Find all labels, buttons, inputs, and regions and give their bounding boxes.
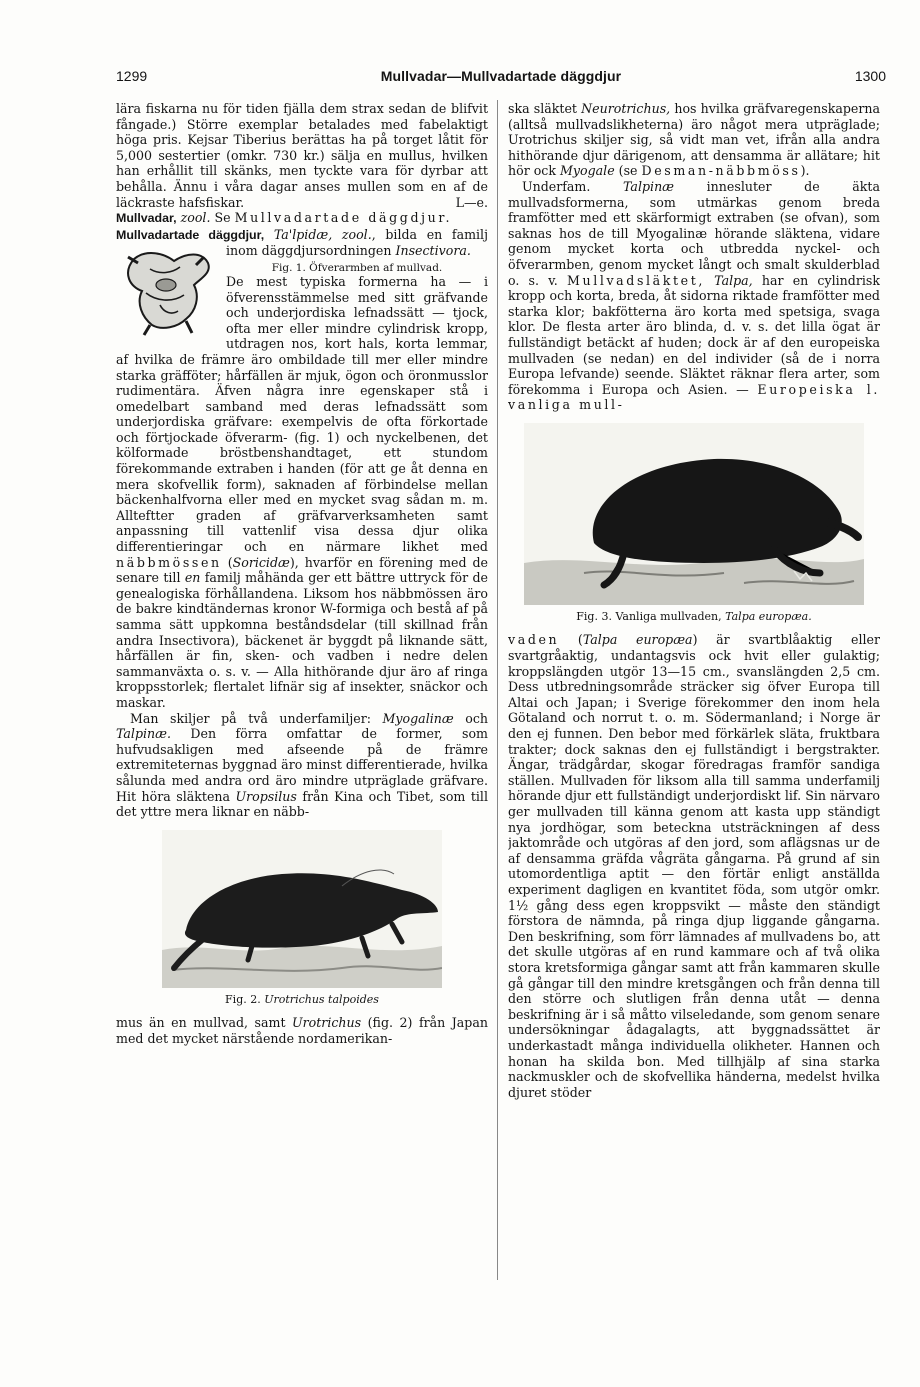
figure-3-caption: Fig. 3. Vanliga mullvaden, Talpa europæa. (576, 610, 812, 624)
page-number-right: 1300 (854, 68, 886, 84)
column-divider (497, 100, 498, 1280)
page-number-left: 1299 (116, 68, 148, 84)
figure-1-caption: Fig. 1. Öfverarmben af mullvad. (271, 261, 443, 274)
humerus-illustration (116, 245, 216, 341)
entry-headword: Mullvadartade däggdjur, (116, 227, 265, 242)
left-column: lära fiskarna nu för tiden fjälla dem strax sedan de blifvit fångade.) Större exemplar betalades med fabelaktigt höga pris. Kejsar Tiberius berättas ha på torget låtit för 5,000 sestertier (omkr. 730 kr.) sälja en mullus, hvilken han erhållit till skänks, men tyckte vara för dyrbar att behålla. Ännu i våra dagar anses mullen som en af de läckraste hafsfiskar. L—e. Mullvadar, zool. Se Mullvadartade däggdjur. Mullvadartade däggdjur, Ta'lpidæ, zool., bilda en familj inom däggdjursordningen Insectivora. Fig. 1. Öfverarmben af mullvad. De mest typiska formerna ha — i öfverensstämmelse med sitt gräfvande och underjordiska lefnadssätt — tjock, ofta mer eller mindre cylindrisk kropp, utdragen nos, kort hals, korta lemmar, af hvilka de främre äro ombildade till mer eller mindre starka gräfföter; hårfällen är mjuk, ögon och öronmusslor rudimentära. Äfven några inre egenskaper stå i omedelbart samband med deras lefnadssätt som underjordiska gräfvare: exempelvis de ofta förkortade och förtjockade öfverarm- (fig. 1) och nyckelbenen, det kölformade bröstbenshandtaget, ett stundom förekommande extraben i handen (för att ge åt denna en mera skofvellik form), saknaden af förbindelse mellan bäckenhalfvorna eller med en mycket svag sådan m. m. Allteftter graden af gräfvarverksamheten samt anpassning till vattenlif visa dessa djur olika differentieringar och en närmare likhet med näbbmössen (Soricidæ), hvarför en förening med de senare till en familj måhända ger ett bättre uttryck för de genealogiska förhållandena. Liksom hos näbbmössen äro de bakre kindtändernas kronor W-formiga och bestå af på samma sätt uppkomna beståndsdelar (till skillnad från andra Insectivora), bäckenet är byggdt på liknande sätt, hårfällen är fin, sken- och vadben i nedre delen sammanväxta o. s. v. — Alla hithörande djur äro af ringa kroppsstorlek; flertalet lifnär sig af insekter, snäckor och maskar. Man skiljer på två underfamiljer: Myogalinæ och Talpinæ. Den förra omfattar de former, som hufvudsakligen med afseende på de främre extremiteternas byggnad äro minst differentierade, hvilka sålunda med andra ord äro mindre utpräglade gräfvare. Hit höra släktena Uropsilus från Kina och Tibet, som till det yttre mera liknar en näbb- Fig. 2. Urotrichus talpoides mus än en mullvad, samt Urotrichus (fig. 2) från Japan med det mycket närstående nordamerikan- (116, 101, 488, 1046)
right-column (508, 101, 880, 1281)
page-header (116, 68, 886, 90)
paragraph-urotrichus: mus än en mullvad, samt Urotrichus (fig. 2) från Japan med det mycket närstående nordamerikan- (116, 1015, 488, 1046)
entry-mullvadartade: Mullvadartade däggdjur, Ta'lpidæ, zool., bilda en familj inom däggdjursordningen Insectivora. (116, 227, 488, 259)
paragraph-europeisk-mullvad: vaden (Talpa europæa) är svartblåaktig eller svartgråaktig, undantagsvis ock hvit eller gulaktig; kroppslängden utgör 13—15 cm., svanslängden 2,5 cm. Dess utbredningsområde sträcker sig öfver Europa till Altai och Japan; i Sverige förekommer den inom hela Götaland och norrut t. o. m. Södermanland; i Norge är den ej funnen. Den bebor med förkärlek släta, fruktbara trakter; dock saknas den ej fullständigt i bergstrakter. Ängar, trädgårdar, skogar föredragas framför sandiga ställen. Mullvaden för liksom alla till samma underfamilj hörande djur ett fullständigt underjordiskt lif. Sin närvaro ger mullvaden till känna genom att kasta upp ständigt nya jordhögar, som beteckna utsträckningen af dess jaktområde och utgöras af den jord, som aflägsnas ur de af densamma gräfda vågräta gångarna. På grund af sin utomordentliga aptit — den förtär enligt anställda experiment dagligen en kvantitet föda, som utgör omkr. 1½ gång dess egen kroppsvikt — måste den ständigt förstora de nämnda, på ringa djup liggande gångarna. Den beskrifning, som förr lämnades af mullvadens bo, att det skulle utgöras af en rund kammare och af två olika stora kretsformiga gångar samt att från kammaren skulle gå gångar till den mindre kretsgången och från denna till den större och slutligen från denna utåt — denna beskrifning är i så måtto vilseledande, som genom senare undersökningar ådagalagts, att byggnadssättet är underkastadt många individuella olikheter. Hannen och honan ha skilda bon. Med tillhjälp af sina starka nackmuskler och de skofvellika händerna, medelst hvilka djuret stöder (508, 632, 880, 1100)
running-title: Mullvadar—Mullvadartade däggdjur (380, 68, 622, 84)
paragraph-mullus: lära fiskarna nu för tiden fjälla dem strax sedan de blifvit fångade.) Större exemplar betalades med fabelaktigt höga pris. Kejsar Tiberius berättas ha på torget låtit för 5,000 sestertier (omkr. 730 kr.) sälja en mullus, hvilken han erhållit till skänks, men tyckte vara för dyrbar att behålla. Ännu i våra dagar anses mullen som en af de läckraste hafsfiskar. L—e. (116, 101, 488, 210)
figure-2 (116, 830, 488, 1008)
cross-reference[interactable]: Desman-näbbmöss (641, 163, 801, 179)
entry-headword: Mullvadar, (116, 211, 177, 226)
figure-3 (508, 423, 880, 625)
urotrichus-illustration (162, 830, 442, 988)
mole-illustration (524, 423, 864, 605)
entry-mullvadar: Mullvadar, zool. Se Mullvadartade däggdjur. (116, 210, 453, 226)
figure-2-caption: Fig. 2. Urotrichus talpoides (225, 993, 379, 1007)
paragraph-talpinae: Underfam. Talpinæ innesluter de äkta mullvadsformerna, som utmärkas genom breda framfötter med ett skärformigt extraben (se ofvan), som saknas hos de till Myogalinæ hörande släktena, vidare genom mycket korta och utbredda nyckel- och öfverarmben, genom mycket långt och smalt skulderblad o. s. v. Mullvadsläktet, Talpa, har en cylindrisk kropp och korta, breda, åt sidorna riktade framfötter med starka klor; bakfötterna äro korta med spetsiga, svaga klor. De flesta arter äro blinda, d. v. s. det lilla ögat är fullständigt betäckt af huden; dock är af den europeiska mullvaden (se nedan) en del individer (så de i norra Europa lefvande) seende. Släktet räknar flera arter, som förekomma i Europa och Asien. — Europeiska l. vanliga mull- (508, 178, 880, 413)
paragraph-neurotrichus: ska släktet Neurotrichus, hos hvilka gräfvaregenskaperna (alltså mullvadslikheterna) äro något mera utpräglade; Urotrichus skiljer sig, så vidt man vet, ifrån alla andra hithörande djur därigenom, att densamma är allätare; hit hör ock Myogale (se Desman-näbbmöss). (508, 101, 880, 179)
figure-1 (116, 245, 220, 341)
cross-reference[interactable]: Mullvadartade däggdjur. (234, 210, 453, 226)
paragraph-subfamilies: Man skiljer på två underfamiljer: Myogalinæ och Talpinæ. Den förra omfattar de former, som hufvudsakligen med afseende på de främre extremiteternas byggnad äro minst differentierade, hvilka sålunda med andra ord äro mindre utpräglade gräfvare. Hit höra släktena Uropsilus från Kina och Tibet, som till det yttre mera liknar en näbb- (116, 710, 488, 820)
signature: L—e. (455, 194, 488, 210)
